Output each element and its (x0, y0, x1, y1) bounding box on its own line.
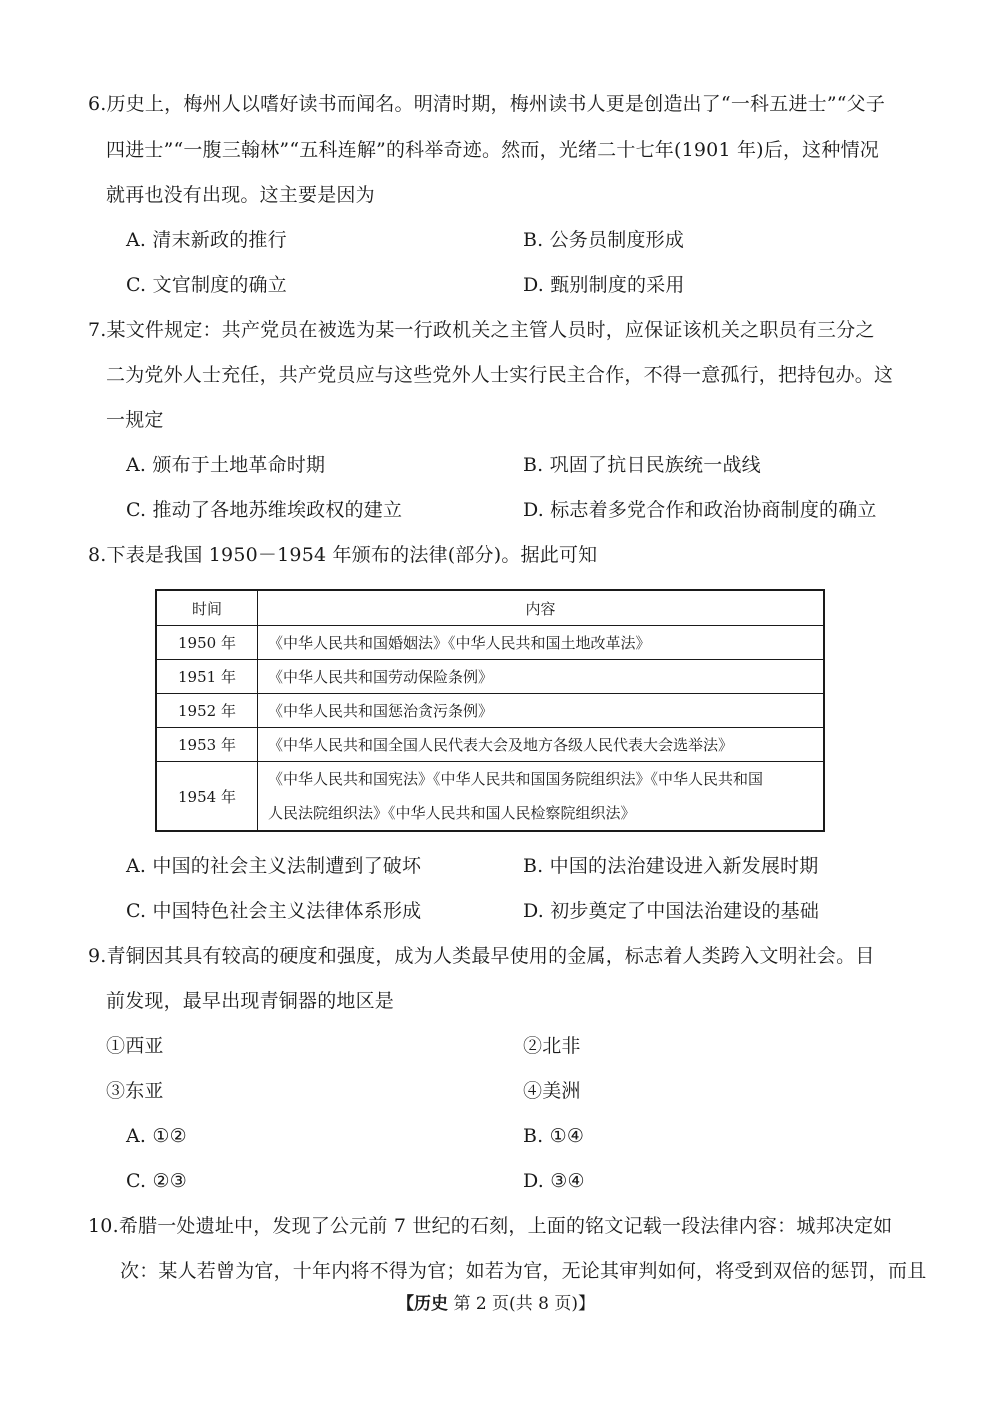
q7-option-a: A. 颁布于土地革命时期 (126, 454, 326, 476)
q9-item-4: ④美洲 (523, 1080, 581, 1102)
row-content: 《中华人民共和国婚姻法》《中华人民共和国土地改革法》 (258, 626, 825, 660)
row-year: 1952 年 (156, 694, 258, 728)
q8-option-a: A. 中国的社会主义法制遭到了破坏 (126, 855, 422, 877)
table-row (156, 626, 824, 660)
q6-stem-line-2: 四进士”“一腹三翰林”“五科连解”的科举奇迹。然而，光绪二十七年(1901 年)后，这种情况 (106, 139, 879, 161)
q9-option-c: C. ②③ (126, 1170, 188, 1192)
table-row (156, 660, 824, 694)
row-year: 1954 年 (156, 762, 258, 832)
header-content: 内容 (258, 590, 825, 626)
q6-option-c: C. 文官制度的确立 (126, 274, 287, 296)
header-time: 时间 (156, 590, 258, 626)
q10-stem-line-1: 10.希腊一处遗址中，发现了公元前 7 世纪的石刻，上面的铭文记载一段法律内容：城邦决定如 (88, 1215, 893, 1237)
q6-option-a: A. 清末新政的推行 (126, 229, 287, 251)
row-year: 1950 年 (156, 626, 258, 660)
q9-item-3: ③东亚 (106, 1080, 164, 1102)
q6-stem-line-1: 6.历史上，梅州人以嗜好读书而闻名。明清时期，梅州读书人更是创造出了“一科五进士”“父子 (88, 93, 886, 115)
page-footer (0, 1293, 992, 1315)
row-content: 《中华人民共和国惩治贪污条例》 (258, 694, 825, 728)
q8-option-d: D. 初步奠定了中国法治建设的基础 (523, 900, 820, 922)
laws-table (155, 589, 825, 832)
q6-option-b: B. 公务员制度形成 (523, 229, 685, 251)
q6-stem-line-3: 就再也没有出现。这主要是因为 (106, 184, 375, 206)
q7-option-b: B. 巩固了抗日民族统一战线 (523, 454, 761, 476)
laws-table-header (156, 590, 824, 626)
table-row (156, 728, 824, 762)
row-content-line-1: 《中华人民共和国宪法》《中华人民共和国国务院组织法》《中华人民共和国 (268, 770, 764, 788)
q8-option-b: B. 中国的法治建设进入新发展时期 (523, 855, 819, 877)
q7-option-c: C. 推动了各地苏维埃政权的建立 (126, 499, 403, 521)
row-year: 1953 年 (156, 728, 258, 762)
row-year: 1951 年 (156, 660, 258, 694)
q9-stem-line-1: 9.青铜因其具有较高的硬度和强度，成为人类最早使用的金属，标志着人类跨入文明社会。目 (88, 945, 875, 967)
q9-item-2: ②北非 (523, 1035, 581, 1057)
row-content-line-2: 人民法院组织法》《中华人民共和国人民检察院组织法》 (268, 804, 636, 822)
row-content (258, 762, 825, 832)
q10-stem-line-2: 次：某人若曾为官，十年内将不得为官；如若为官，无论其审判如何，将受到双倍的惩罚，而且 (120, 1260, 927, 1282)
footer-subject: 【历史 (397, 1294, 449, 1314)
q9-option-a: A. ①② (126, 1125, 187, 1147)
row-content: 《中华人民共和国全国人民代表大会及地方各级人民代表大会选举法》 (258, 728, 825, 762)
table-row (156, 762, 824, 832)
q9-item-1: ①西亚 (106, 1035, 164, 1057)
q6-option-d: D. 甄别制度的采用 (523, 274, 685, 296)
q9-stem-line-2: 前发现，最早出现青铜器的地区是 (106, 990, 395, 1012)
table-row (156, 694, 824, 728)
q8-option-c: C. 中国特色社会主义法律体系形成 (126, 900, 422, 922)
q7-stem-line-3: 一规定 (106, 409, 164, 431)
q7-stem-line-1: 7.某文件规定：共产党员在被选为某一行政机关之主管人员时，应保证该机关之职员有三分之 (88, 319, 875, 341)
footer-page-info: 第 2 页(共 8 页)】 (453, 1294, 595, 1314)
q7-stem-line-2: 二为党外人士充任，共产党员应与这些党外人士实行民主合作，不得一意孤行，把持包办。这 (106, 364, 894, 386)
q7-option-d: D. 标志着多党合作和政治协商制度的确立 (523, 499, 877, 521)
q9-option-b: B. ①④ (523, 1125, 585, 1147)
q9-option-d: D. ③④ (523, 1170, 585, 1192)
row-content: 《中华人民共和国劳动保险条例》 (258, 660, 825, 694)
q8-stem: 8.下表是我国 1950－1954 年颁布的法律(部分)。据此可知 (88, 544, 598, 566)
